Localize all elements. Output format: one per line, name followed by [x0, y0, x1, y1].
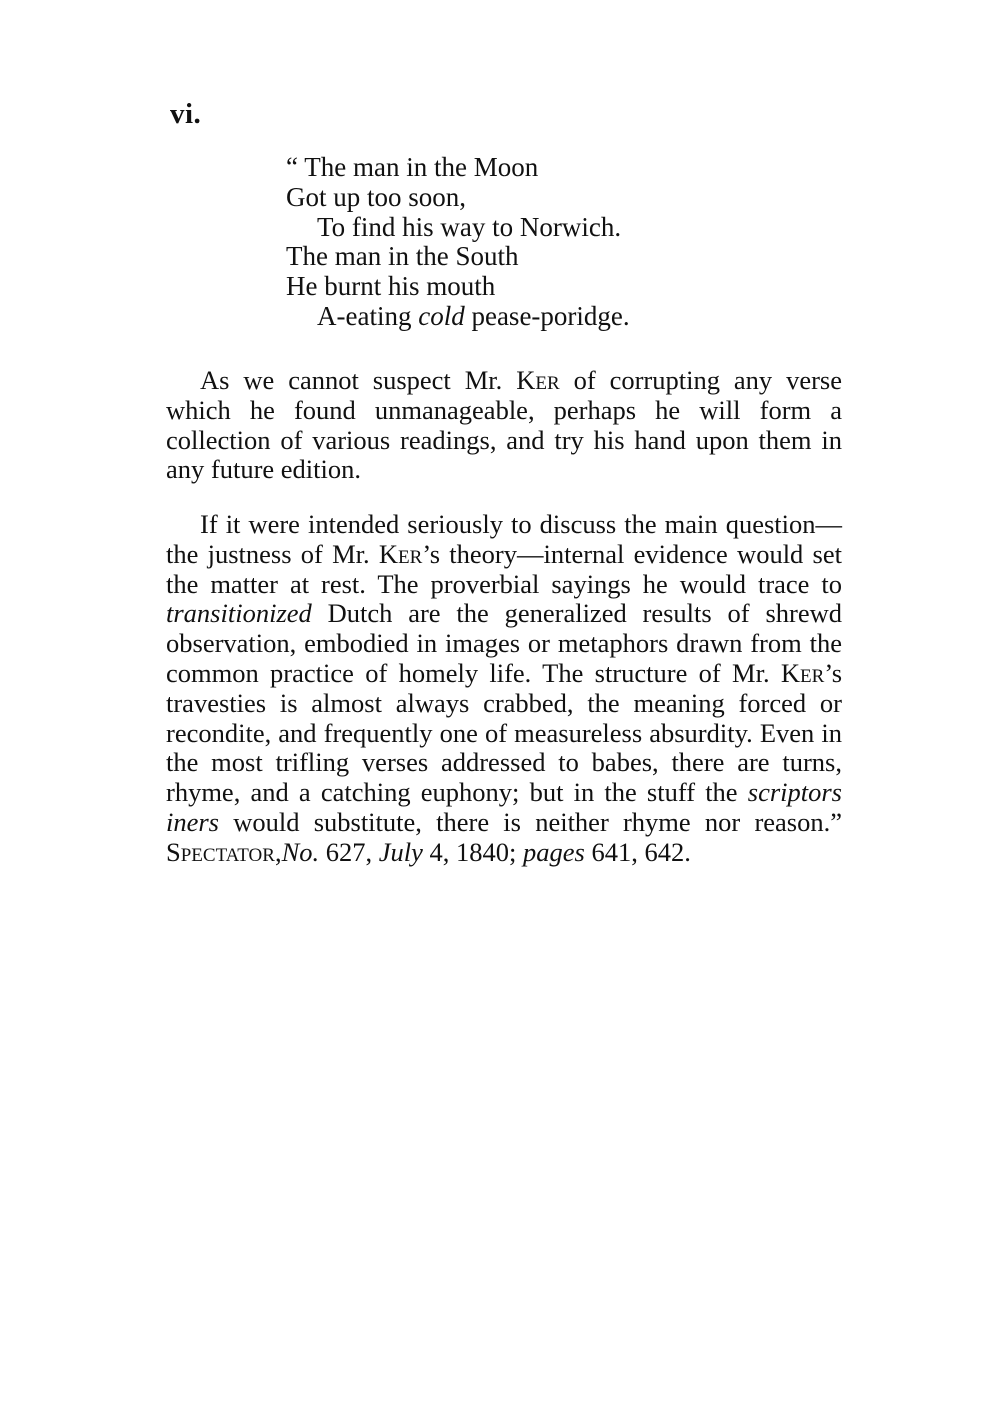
latin-phrase: scriptors iners: [166, 777, 842, 837]
paragraph-text: would substitute, there is neither rhyme nor reason.”: [233, 806, 842, 837]
poem-line: The man in the South: [286, 241, 519, 272]
emphasis-word: transitionized: [166, 598, 312, 629]
poem-line: To find his way to Norwich.: [317, 211, 622, 242]
poem-line: “ The man in the Moon: [286, 152, 539, 182]
citation-pages-label: pages: [523, 836, 585, 867]
poem-quotation: [286, 153, 630, 332]
page-number: vi.: [170, 98, 202, 130]
author-name: Ker: [378, 538, 423, 569]
citation-month: July: [378, 836, 423, 867]
paragraph-text: of corrupting any verse which he found unmanageable, perhaps he will form a collection of various readings, and try his hand upon them in any future edition.: [166, 365, 843, 485]
citation-pages: 641, 642.: [591, 836, 691, 867]
poem-text: A-eating: [317, 300, 412, 331]
paragraph-text: ’s travesties is almost always crabbed, the meaning forced or recondite, and frequently one of measureless absurdity. Even in the most trifling verses addressed to babes, there are turns, rhyme, and a catching euphony; but in the stuff the: [166, 657, 843, 808]
poem-emphasis: cold: [418, 300, 465, 331]
citation-no: No.: [281, 836, 320, 867]
poem-line: Got up too soon,: [286, 181, 467, 212]
poem-line: He burnt his mouth: [286, 271, 496, 302]
paragraph-text: As we cannot suspect Mr.: [200, 365, 503, 395]
citation-date: 4, 1840;: [429, 836, 517, 867]
citation-source: Spectator,: [166, 836, 282, 867]
author-name: Ker: [780, 657, 825, 688]
paragraph-one: [166, 366, 842, 485]
paragraph-text: If it were intended seriously to discuss the main question—the justness of Mr.: [166, 509, 842, 569]
author-name: Ker: [516, 365, 560, 395]
paragraph-text: Dutch are the generalized results of shrewd observation, embodied in images or metaphors drawn from the common practice of homely life. The structure of Mr.: [166, 598, 842, 688]
paragraph-text: ’s theory—internal evidence would set the matter at rest. The proverbial sayings he would trace to: [166, 538, 842, 599]
poem-line: [286, 302, 630, 332]
paragraph-two: [166, 510, 842, 868]
poem-text: pease-poridge.: [471, 300, 630, 331]
citation-number: 627,: [325, 836, 373, 867]
